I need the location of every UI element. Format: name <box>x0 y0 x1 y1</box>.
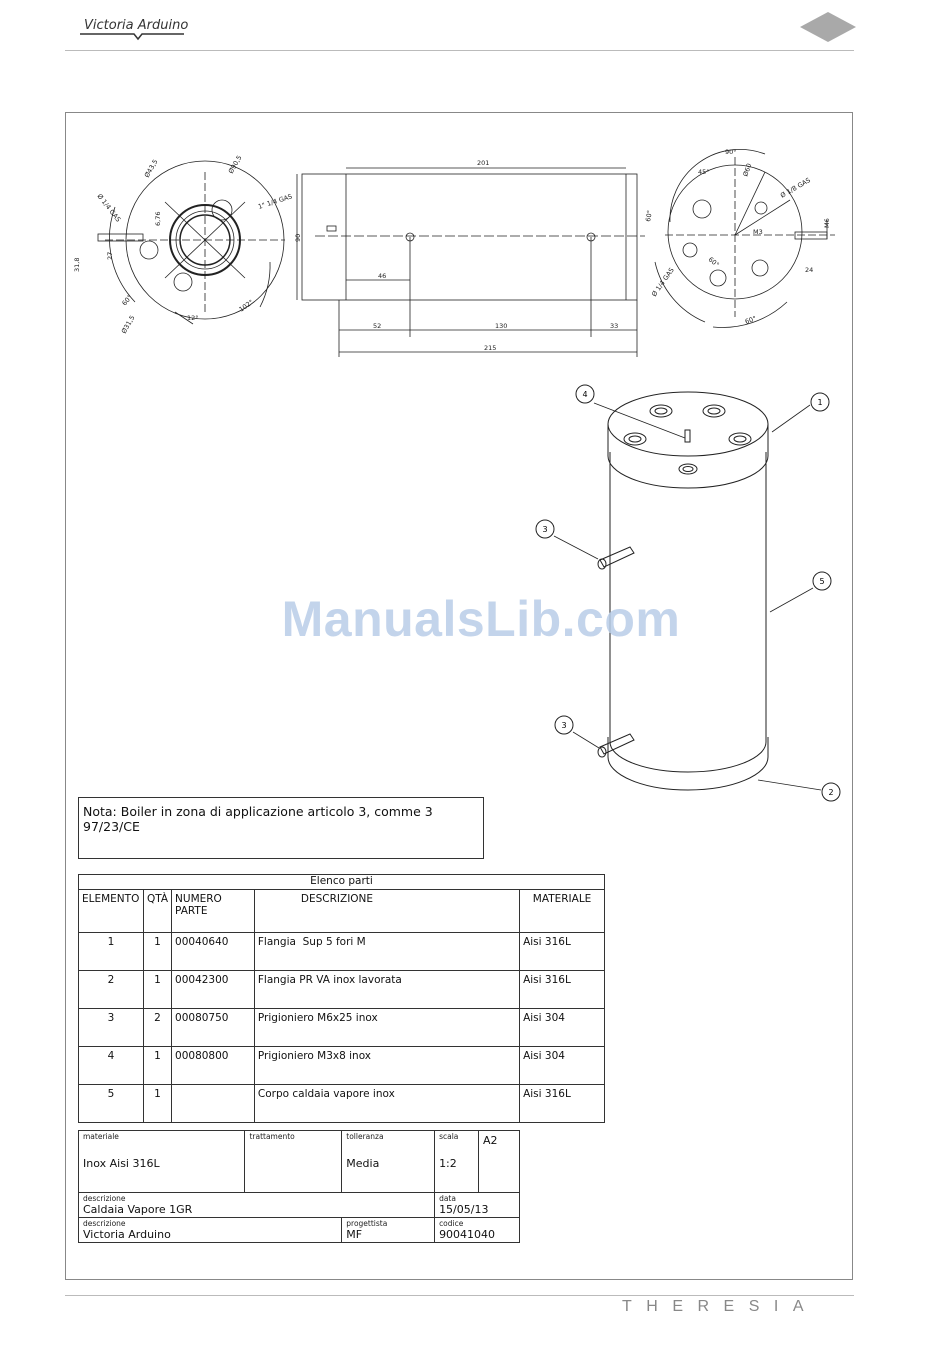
dim-label: 60° <box>120 293 134 308</box>
title-block <box>78 1130 520 1243</box>
parts-table <box>78 874 605 1123</box>
dim-label: 45° <box>698 168 710 176</box>
cell-elemento: 3 <box>79 1009 144 1047</box>
dim-label: 6,76 <box>154 211 162 226</box>
cell-numero <box>172 1085 255 1123</box>
dim-label: 31,8 <box>73 257 81 272</box>
left-view-labels <box>73 154 293 335</box>
balloon-1 <box>811 393 829 411</box>
cell-qta: 1 <box>143 933 171 971</box>
balloon-5 <box>813 572 831 590</box>
dim-label: 12° <box>187 314 199 322</box>
dim-label: 102° <box>237 298 255 314</box>
tb-formato: A2 <box>479 1131 520 1193</box>
cell-qta: 1 <box>143 1047 171 1085</box>
col-header-descrizione: DESCRIZIONE <box>254 890 519 933</box>
col-header-elemento: ELEMENTO <box>79 890 144 933</box>
svg-text:1: 1 <box>817 398 823 407</box>
cell-materiale: Aisi 316L <box>520 971 605 1009</box>
cell-descrizione: Flangia PR VA inox lavorata <box>254 971 519 1009</box>
cell-elemento: 4 <box>79 1047 144 1085</box>
dim-label: 46 <box>378 272 387 280</box>
cell-elemento: 1 <box>79 933 144 971</box>
cell-materiale: Aisi 316L <box>520 933 605 971</box>
parts-table-title: Elenco parti <box>79 875 605 890</box>
dim-label: Ø 1/4 GAS <box>650 266 676 299</box>
svg-text:2: 2 <box>828 788 834 797</box>
note-box <box>78 797 484 859</box>
brand-logo <box>78 10 188 44</box>
balloon-3a <box>536 520 554 538</box>
table-row <box>79 971 605 1009</box>
cell-qta: 1 <box>143 1085 171 1123</box>
cell-elemento: 2 <box>79 971 144 1009</box>
col-header-materiale: MATERIALE <box>520 890 605 933</box>
dim-label: Ø31,5 <box>119 314 137 335</box>
side-view-labels <box>294 159 618 352</box>
balloon-2 <box>822 783 840 801</box>
dim-label: Ø 1/8 GAS <box>779 176 812 200</box>
dim-label: 201 <box>477 159 490 167</box>
dim-label: 90° <box>725 148 737 156</box>
cell-numero: 00042300 <box>172 971 255 1009</box>
tb-descrizione-2: descrizione Victoria Arduino <box>79 1218 342 1243</box>
tb-scala: scala 1:2 <box>435 1131 479 1193</box>
watermark: ManualsLib.com <box>281 591 681 647</box>
col-header-qta: QTÀ <box>143 890 171 933</box>
cell-materiale: Aisi 304 <box>520 1009 605 1047</box>
cell-qta: 1 <box>143 971 171 1009</box>
tb-descrizione: descrizione Caldaia Vapore 1GR <box>79 1193 435 1218</box>
side-view <box>297 168 645 357</box>
tb-data: data 15/05/13 <box>435 1193 520 1218</box>
cell-descrizione: Prigioniero M6x25 inox <box>254 1009 519 1047</box>
cell-numero: 00040640 <box>172 933 255 971</box>
note-label: Nota: <box>83 804 117 819</box>
dim-label: 130 <box>495 322 508 330</box>
tb-codice: codice 90041040 <box>435 1218 520 1243</box>
dim-label: 52 <box>373 322 382 330</box>
svg-text:3: 3 <box>561 721 567 730</box>
dim-label: 60° <box>644 209 654 223</box>
cell-numero: 00080800 <box>172 1047 255 1085</box>
table-row <box>79 933 605 971</box>
dim-label: Ø60 <box>741 162 754 178</box>
cell-numero: 00080750 <box>172 1009 255 1047</box>
dim-label: M6 <box>823 218 831 228</box>
svg-text:4: 4 <box>582 390 588 399</box>
svg-text:5: 5 <box>819 577 825 586</box>
diamond-icon <box>800 12 856 42</box>
tb-tolleranza: tolleranza Media <box>342 1131 435 1193</box>
tb-progettista: progettista MF <box>342 1218 435 1243</box>
cell-descrizione: Corpo caldaia vapore inox <box>254 1085 519 1123</box>
brand-logo-text: Victoria Arduino <box>84 18 188 33</box>
dim-label: 24 <box>805 266 814 274</box>
dim-label: M3 <box>753 228 763 236</box>
dim-label: 60° <box>743 314 758 326</box>
col-header-numero: NUMERO PARTE <box>172 890 255 933</box>
header-rule <box>65 50 854 51</box>
dim-label: Ø43,5 <box>142 158 160 179</box>
cell-qta: 2 <box>143 1009 171 1047</box>
cell-elemento: 5 <box>79 1085 144 1123</box>
footer-brand: THERESIA <box>622 1298 819 1315</box>
dim-label: Ø 1/4 GAS <box>95 192 123 224</box>
dim-label: 27 <box>106 251 114 260</box>
dim-label: 33 <box>610 322 619 330</box>
tb-materiale: materiale Inox Aisi 316L <box>79 1131 245 1193</box>
parts-table-header <box>79 890 605 933</box>
dim-label: 1" 1/4 GAS <box>257 192 294 211</box>
dim-label: 215 <box>484 344 497 352</box>
cell-materiale: Aisi 304 <box>520 1047 605 1085</box>
technical-drawing <box>65 112 853 832</box>
footer-rule <box>65 1295 854 1296</box>
tb-trattamento: trattamento <box>245 1131 342 1193</box>
balloon-3b <box>555 716 573 734</box>
table-row <box>79 1009 605 1047</box>
svg-text:3: 3 <box>542 525 548 534</box>
cell-descrizione: Flangia Sup 5 fori M <box>254 933 519 971</box>
table-row <box>79 1047 605 1085</box>
cell-materiale: Aisi 316L <box>520 1085 605 1123</box>
cell-descrizione: Prigioniero M3x8 inox <box>254 1047 519 1085</box>
dim-label: 90 <box>294 233 302 242</box>
dim-label: 60° <box>706 255 721 269</box>
table-row <box>79 1085 605 1123</box>
dim-label: Ø90,5 <box>226 154 244 175</box>
balloon-4 <box>576 385 594 403</box>
note-text: Boiler in zona di applicazione articolo 3, comme 3 97/23/CE <box>83 804 433 834</box>
